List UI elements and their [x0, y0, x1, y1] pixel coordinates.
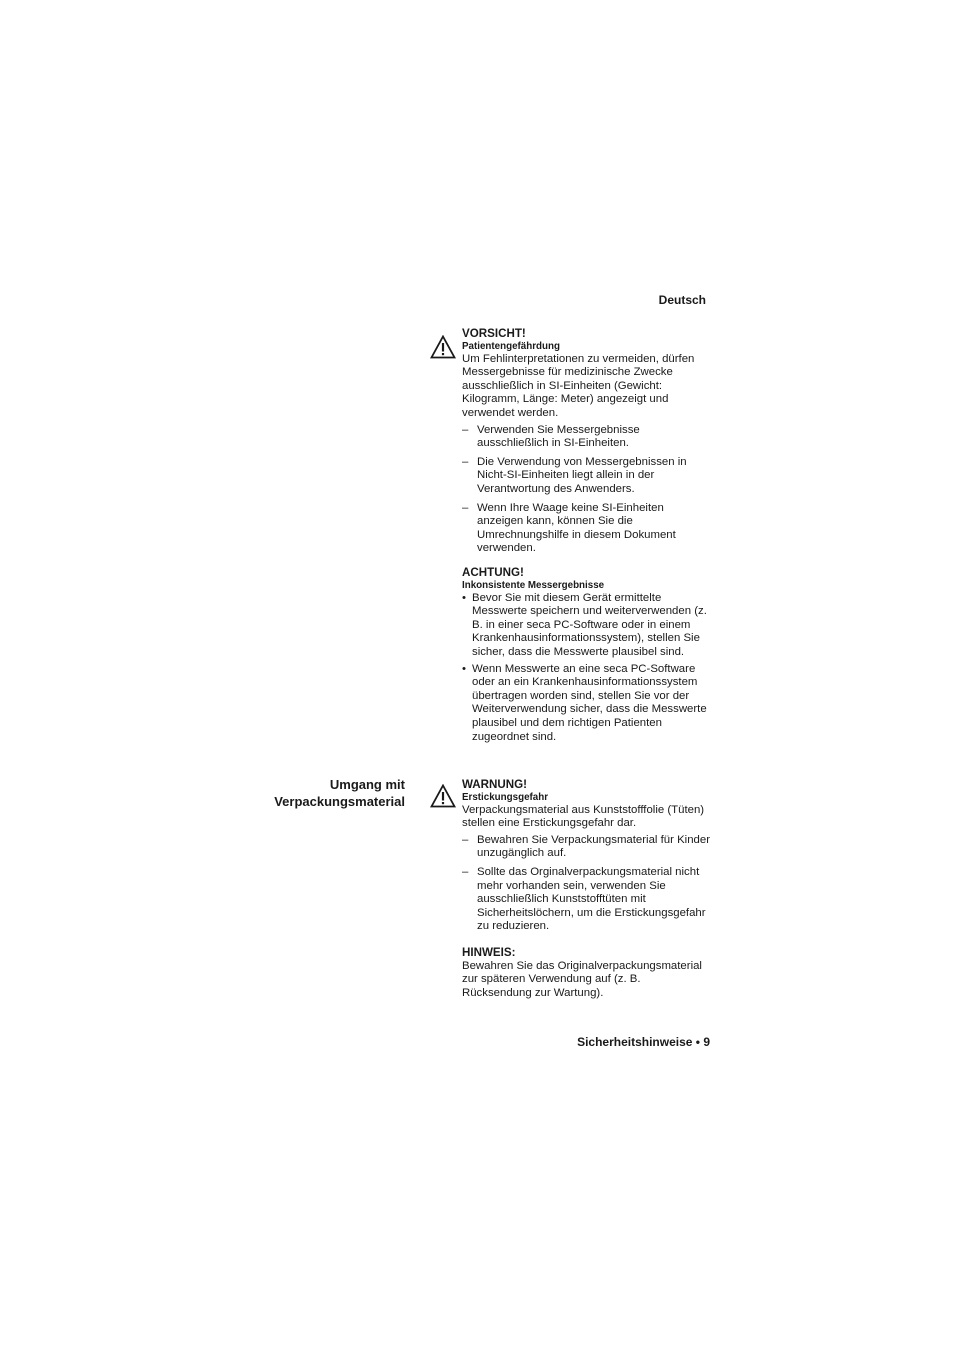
list-item: – Bewahren Sie Verpackungsmaterial für Kinder unzugänglich auf. [462, 834, 712, 861]
vorsicht-heading: VORSICHT! [462, 327, 526, 340]
hinweis-heading: HINWEIS: [462, 946, 516, 959]
warning-triangle-icon [430, 335, 456, 359]
section-title-line: Verpackungsmaterial [274, 794, 405, 809]
hinweis-text: Bewahren Sie das Originalverpackungsmaterial zur späteren Verwendung auf (z. B. Rücksendung zur Wartung). [462, 959, 702, 999]
warnung-heading: WARNUNG! [462, 778, 528, 791]
list-item: • Bevor Sie mit diesem Gerät ermittelte Messwerte speichern und weiterverwenden (z. B. in einer seca PC-Software oder in einem Krankenhausinformationssystem), stellen Sie sicher, dass die Messwerte plausibel sind. [462, 592, 712, 660]
warnung-subheading: Erstickungsgefahr [462, 791, 549, 803]
warnung-intro: Verpackungsmaterial aus Kunststofffolie (Tüten) stellen eine Erstickungsgefahr dar. [462, 803, 705, 830]
warnung-section [462, 778, 712, 939]
language-label: Deutsch [658, 293, 706, 307]
achtung-section [462, 566, 712, 747]
achtung-subheading: Inkonsistente Messergebnisse [462, 579, 605, 591]
vorsicht-subheading: Patientengefährdung [462, 340, 560, 352]
list-item: – Verwenden Sie Messergebnisse ausschließlich in SI-Einheiten. [462, 424, 712, 451]
page-footer: Sicherheitshinweise • 9 [577, 1035, 710, 1049]
section-title [230, 776, 405, 810]
list-item: • Wenn Messwerte an eine seca PC-Software oder an ein Krankenhausinformationssystem übertragen worden sind, stellen Sie vor der Weiterverwendung sicher, dass die Messwerte plausibel und dem richtigen Patienten zugeordnet sind. [462, 663, 712, 745]
vorsicht-list [462, 424, 712, 556]
warning-triangle-icon [430, 784, 456, 808]
achtung-list [462, 592, 712, 745]
achtung-heading: ACHTUNG! [462, 566, 524, 579]
list-item: – Die Verwendung von Messergebnissen in Nicht-SI-Einheiten liegt allein in der Verantwortung des Anwenders. [462, 456, 712, 497]
warnung-list [462, 834, 712, 934]
list-item: – Wenn Ihre Waage keine SI-Einheiten anzeigen kann, können Sie die Umrechnungshilfe in diesem Dokument verwenden. [462, 502, 712, 556]
list-item: – Sollte das Orginalverpackungsmaterial nicht mehr vorhanden sein, verwenden Sie ausschließlich Kunststofftüten mit Sicherheitslöchern, um die Erstickungsgefahr zu reduzieren. [462, 866, 712, 934]
vorsicht-intro: Um Fehlinterpretationen zu vermeiden, dürfen Messergebnisse für medizinische Zwecke ausschließlich in SI-Einheiten (Gewicht: Kilogramm, Länge: Meter) angezeigt und verwendet werden. [462, 352, 695, 419]
vorsicht-section [462, 327, 712, 561]
hinweis-section [462, 946, 712, 1000]
section-title-line: Umgang mit [329, 777, 405, 792]
